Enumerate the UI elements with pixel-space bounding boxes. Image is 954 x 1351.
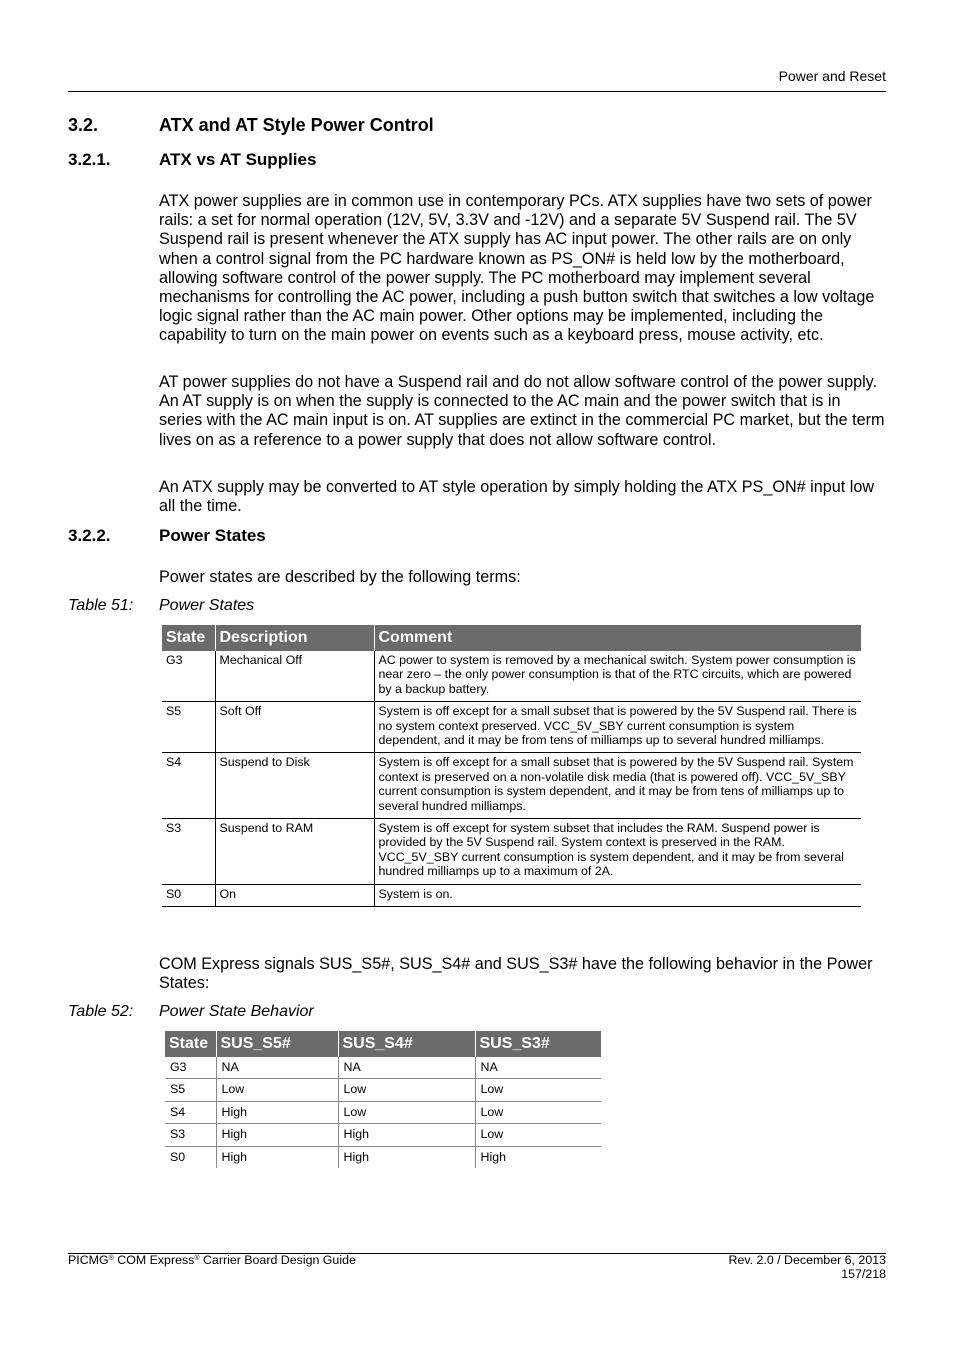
description-cell: Suspend to RAM bbox=[215, 819, 374, 885]
table-row bbox=[165, 1101, 601, 1123]
sus-s4-cell: Low bbox=[338, 1101, 475, 1123]
state-cell: S4 bbox=[165, 1101, 216, 1123]
registered-mark: ® bbox=[194, 1255, 200, 1262]
sus-s5-cell: High bbox=[216, 1124, 338, 1146]
table-caption-title: Power States bbox=[159, 597, 255, 614]
sus-s4-cell: High bbox=[338, 1146, 475, 1168]
state-cell: G3 bbox=[165, 1057, 216, 1079]
subsection-title: Power States bbox=[159, 526, 266, 545]
footer-picmg: PICMG bbox=[68, 1253, 109, 1267]
footer-page-number: 157/218 bbox=[841, 1267, 886, 1281]
subsection-number: 3.2.1. bbox=[68, 150, 111, 169]
footer-guide-title: Carrier Board Design Guide bbox=[199, 1253, 356, 1267]
column-header: SUS_S4# bbox=[338, 1031, 475, 1057]
power-state-behavior-table bbox=[165, 1031, 601, 1168]
sus-s3-cell: Low bbox=[475, 1101, 601, 1123]
running-header: Power and Reset bbox=[778, 68, 886, 84]
table-caption-title: Power State Behavior bbox=[159, 1003, 314, 1020]
table-caption-number: Table 52: bbox=[68, 1003, 134, 1020]
state-cell: S4 bbox=[162, 753, 215, 819]
table-row bbox=[165, 1146, 601, 1168]
paragraph: Power states are described by the following terms: bbox=[159, 568, 521, 586]
footer-com-express: COM Express bbox=[113, 1253, 195, 1267]
sus-s5-cell: NA bbox=[216, 1057, 338, 1079]
footer-revision: Rev. 2.0 / December 6, 2013 bbox=[728, 1253, 886, 1267]
paragraph: AT power supplies do not have a Suspend rail and do not allow software control of the power supply. An AT supply is on when the supply is connected to the AC main and the power switch that is in series with the AC main input is on. AT supplies are extinct in the commercial PC market, but the term lives on as a reference to a power supply that does not allow software control. bbox=[159, 373, 885, 449]
table-header-row bbox=[165, 1031, 601, 1057]
subsection-title: ATX vs AT Supplies bbox=[159, 150, 317, 169]
comment-cell: System is off except for a small subset that is powered by the 5V Suspend rail. System context is preserved on a non-volatile disk media (that is powered off). VCC_5V_SBY current consumption is system dependent, and it may be from tens of milliamps up to several hundred milliamps. bbox=[374, 753, 861, 819]
sus-s5-cell: Low bbox=[216, 1079, 338, 1101]
power-states-table bbox=[162, 625, 861, 907]
table-row bbox=[162, 819, 861, 885]
state-cell: G3 bbox=[162, 651, 215, 702]
column-header: SUS_S3# bbox=[475, 1031, 601, 1057]
comment-cell: System is off except for a small subset that is powered by the 5V Suspend rail. There is no system context preserved. VCC_5V_SBY current consumption is system dependent, and it may be from tens of milliamps up to several hundred milliamps. bbox=[374, 702, 861, 753]
table-row bbox=[165, 1124, 601, 1146]
sus-s4-cell: NA bbox=[338, 1057, 475, 1079]
column-header: SUS_S5# bbox=[216, 1031, 338, 1057]
sus-s5-cell: High bbox=[216, 1101, 338, 1123]
description-cell: Mechanical Off bbox=[215, 651, 374, 702]
section-title: ATX and AT Style Power Control bbox=[159, 115, 434, 135]
state-cell: S5 bbox=[165, 1079, 216, 1101]
state-cell: S5 bbox=[162, 702, 215, 753]
state-cell: S0 bbox=[162, 884, 215, 906]
table-header-row bbox=[162, 625, 861, 651]
comment-cell: AC power to system is removed by a mechanical switch. System power consumption is near zero – the only power consumption is that of the RTC circuits, which are powered by a backup battery. bbox=[374, 651, 861, 702]
table-row bbox=[162, 702, 861, 753]
sus-s4-cell: Low bbox=[338, 1079, 475, 1101]
table-row bbox=[162, 884, 861, 906]
sus-s3-cell: High bbox=[475, 1146, 601, 1168]
paragraph: COM Express signals SUS_S5#, SUS_S4# and SUS_S3# have the following behavior in the Power States: bbox=[159, 955, 873, 993]
sus-s3-cell: Low bbox=[475, 1079, 601, 1101]
column-header: Description bbox=[215, 625, 374, 651]
table-row bbox=[165, 1057, 601, 1079]
state-cell: S0 bbox=[170, 1149, 186, 1164]
sus-s5-cell: High bbox=[216, 1146, 338, 1168]
sus-s3-cell: Low bbox=[475, 1124, 601, 1146]
footer-document-title bbox=[68, 1253, 356, 1267]
column-header: Comment bbox=[374, 625, 861, 651]
table-row bbox=[162, 651, 861, 702]
table-caption-number: Table 51: bbox=[68, 597, 134, 614]
paragraph: An ATX supply may be converted to AT style operation by simply holding the ATX PS_ON# input low all the time. bbox=[159, 478, 875, 516]
description-cell: Suspend to Disk bbox=[215, 753, 374, 819]
paragraph: ATX power supplies are in common use in contemporary PCs. ATX supplies have two sets of power rails: a set for normal operation (12V, 5V, 3.3V and -12V) and a separate 5V Suspend rail. The 5V Suspend rail is present whenever the ATX supply has AC input power. The other rails are on only when a control signal from the PC hardware known as PS_ON# is held low by the motherboard, allowing software control of the power supply. The PC motherboard may implement several mechanisms for controlling the AC power, including a push button switch that switches a low voltage logic signal rather than the AC main power. Other options may be implemented, including the capability to turn on the main power on events such as a keyboard press, mouse activity, etc. bbox=[159, 192, 875, 345]
column-header: State bbox=[162, 625, 215, 651]
state-cell: S3 bbox=[162, 819, 215, 885]
section-number: 3.2. bbox=[68, 115, 99, 135]
description-cell: Soft Off bbox=[215, 702, 374, 753]
sus-s3-cell: NA bbox=[475, 1057, 601, 1079]
header-rule bbox=[68, 91, 886, 92]
table-row bbox=[165, 1079, 601, 1101]
subsection-number: 3.2.2. bbox=[68, 526, 111, 545]
state-cell: S3 bbox=[165, 1124, 216, 1146]
comment-cell: System is on. bbox=[374, 884, 861, 906]
table-row bbox=[162, 753, 861, 819]
registered-mark: ® bbox=[108, 1255, 114, 1262]
column-header: State bbox=[165, 1031, 216, 1057]
sus-s4-cell: High bbox=[338, 1124, 475, 1146]
comment-cell: System is off except for system subset that includes the RAM. Suspend power is provided by the 5V Suspend rail. System context is preserved in the RAM. VCC_5V_SBY current consumption is system dependent, and it may be from several hundred milliamps up to a maximum of 2A. bbox=[374, 819, 861, 885]
description-cell: On bbox=[215, 884, 374, 906]
